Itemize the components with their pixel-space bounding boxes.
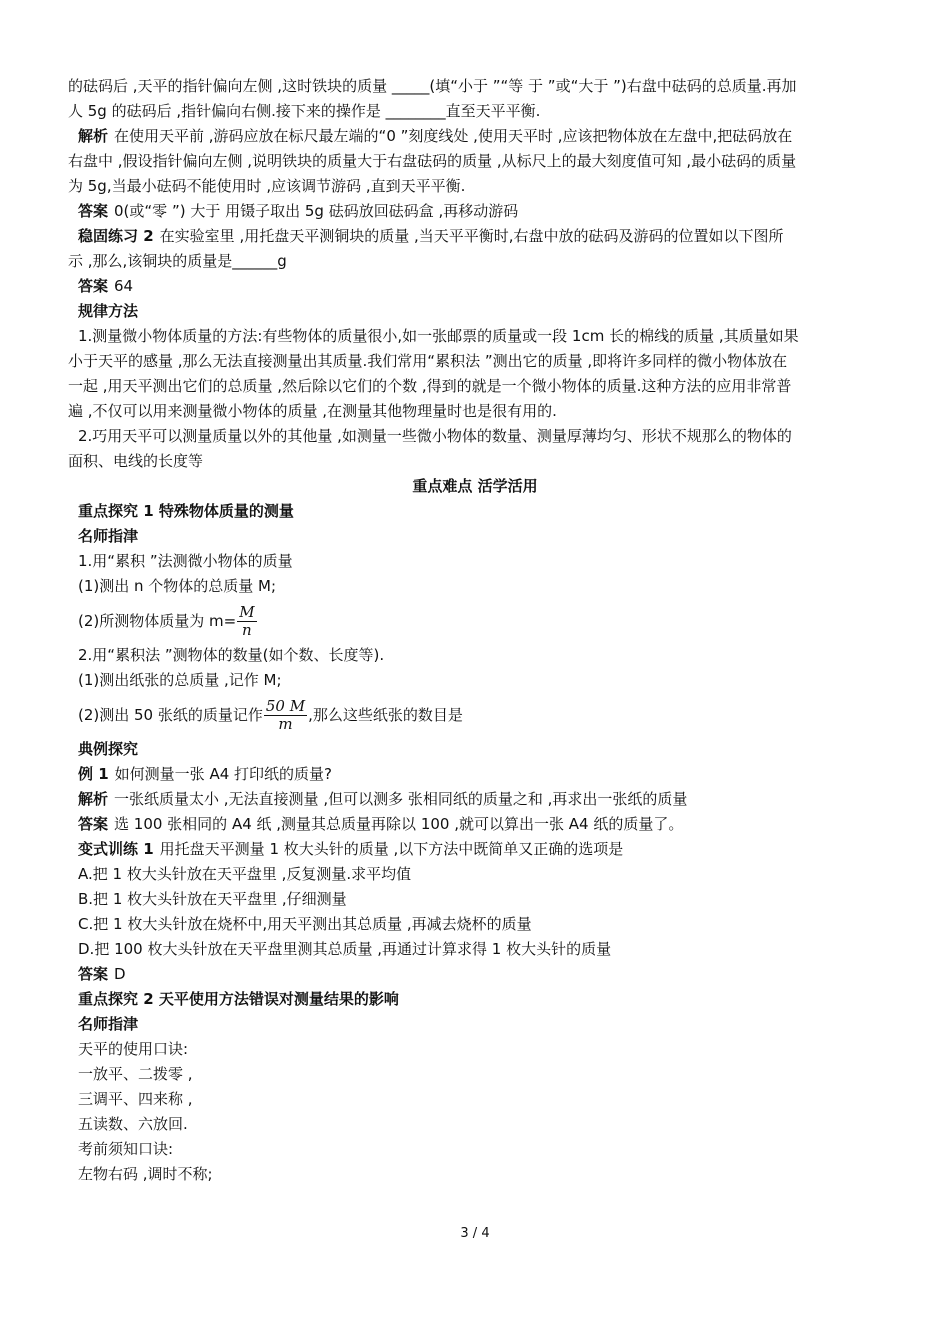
section-heading: 重点难点 活学活用 <box>412 477 538 495</box>
text-line: 左物右码 ,调时不称; <box>78 1165 213 1183</box>
text-line: 小于天平的感量 ,那么无法直接测量出其质量.我们常用“累积法 ”测出它的质量 ,即将许多同样的微小物体放在 <box>68 352 788 370</box>
answer-paragraph <box>68 812 882 837</box>
topic-heading: 重点探究 2 天平使用方法错误对测量结果的影响 <box>78 990 399 1008</box>
analysis-paragraph <box>68 787 882 812</box>
answer-text: 0(或“零 ”) 大于 用镊子取出 5g 砝码放回砝码盒 ,再移动游码 <box>114 202 519 220</box>
fraction <box>264 698 307 733</box>
topic-heading: 重点探究 1 特殊物体质量的测量 <box>78 502 294 520</box>
example-line <box>68 762 882 787</box>
fraction <box>237 604 256 639</box>
answer-text: 64 <box>114 277 134 295</box>
answer-label: 答案 <box>78 815 109 833</box>
text-line: 遍 ,不仅可以用来测量微小物体的质量 ,在测量其他物理量时也是很有用的. <box>68 402 557 420</box>
exercise-text: 用托盘天平测量 1 枚大头针的质量 ,以下方法中既简单又正确的选项是 <box>159 840 624 858</box>
method-heading: 规律方法 <box>78 302 139 320</box>
text-line: 的砝码后 ,天平的指针偏向左侧 ,这时铁块的质量 _____(填“小于 ”“等 于 ”或“大于 ”)右盘中砝码的总质量.再加 <box>68 77 797 95</box>
examples-heading: 典例探究 <box>78 740 139 758</box>
option-c: C.把 1 枚大头针放在烧杯中,用天平测出其总质量 ,再减去烧杯的质量 <box>78 915 532 933</box>
option-a: A.把 1 枚大头针放在天平盘里 ,反复测量.求平均值 <box>78 865 412 883</box>
text-line: 考前须知口诀: <box>78 1140 174 1158</box>
text-line: 1.测量微小物体质量的方法:有些物体的质量很小,如一张邮票的质量或一段 1cm 长的棉线的质量 ,其质量如果 <box>78 327 799 345</box>
text-line: (1)测出纸张的总质量 ,记作 M; <box>78 671 282 689</box>
formula-line <box>68 693 882 737</box>
tips-heading: 名师指津 <box>78 1015 139 1033</box>
fraction-numerator: 50 M <box>265 697 306 715</box>
example-label: 例 1 <box>78 765 109 783</box>
text-line: 一放平、二拨零 , <box>78 1065 193 1083</box>
option-b: B.把 1 枚大头针放在天平盘里 ,仔细测量 <box>78 890 347 908</box>
practice-label: 稳固练习 2 <box>78 227 154 245</box>
answer-label: 答案 <box>78 277 109 295</box>
analysis-label: 解析 <box>78 790 109 808</box>
text-line: 2.用“累积法 ”测物体的数量(如个数、长度等). <box>78 646 385 664</box>
answer-text: 选 100 张相同的 A4 纸 ,测量其总质量再除以 100 ,就可以算出一张 A4 纸的质量了。 <box>114 815 684 833</box>
text-line: 示 ,那么,该铜块的质量是______g <box>68 252 287 270</box>
analysis-text: 一张纸质量太小 ,无法直接测量 ,但可以测多 张相同纸的质量之和 ,再求出一张纸的质量 <box>114 790 688 808</box>
analysis-label: 解析 <box>78 127 109 145</box>
exercise-paragraph <box>68 837 882 862</box>
answer-label: 答案 <box>78 965 109 983</box>
answer-label: 答案 <box>78 202 109 220</box>
text-line: 为 5g,当最小砝码不能使用时 ,应该调节游码 ,直到天平平衡. <box>68 177 466 195</box>
exercise-label: 变式训练 1 <box>78 840 154 858</box>
text-line: 面积、电线的长度等 <box>68 452 204 470</box>
practice-paragraph <box>68 224 882 249</box>
formula-prefix: (2)所测物体质量为 m= <box>78 612 237 630</box>
page-number: 3 / 4 <box>460 1226 490 1241</box>
answer-paragraph <box>68 962 882 987</box>
answer-text: D <box>114 965 126 983</box>
text-line: 1.用“累积 ”法测微小物体的质量 <box>78 552 293 570</box>
analysis-paragraph <box>68 124 882 149</box>
text-line: 右盘中 ,假设指针偏向左侧 ,说明铁块的质量大于右盘砝码的质量 ,从标尺上的最大刻度值可知 ,最小砝码的质量 <box>68 152 797 170</box>
option-d: D.把 100 枚大头针放在天平盘里测其总质量 ,再通过计算求得 1 枚大头针的质量 <box>78 940 612 958</box>
formula-suffix: ,那么这些纸张的数目是 <box>308 706 463 724</box>
answer-paragraph <box>68 274 882 299</box>
analysis-text: 在使用天平前 ,游码应放在标尺最左端的“0 ”刻度线处 ,使用天平时 ,应该把物体放在左盘中,把砝码放在 <box>114 127 793 145</box>
fraction-numerator: M <box>239 603 255 621</box>
text-line: 人 5g 的砝码后 ,指针偏向右侧.接下来的操作是 ________直至天平平衡. <box>68 102 541 120</box>
practice-text: 在实验室里 ,用托盘天平测铜块的质量 ,当天平平衡时,右盘中放的砝码及游码的位置如以下图所 <box>159 227 784 245</box>
text-line: 天平的使用口诀: <box>78 1040 189 1058</box>
text-line: 一起 ,用天平测出它们的总质量 ,然后除以它们的个数 ,得到的就是一个微小物体的质量.这种方法的应用非常普 <box>68 377 792 395</box>
example-text: 如何测量一张 A4 打印纸的质量? <box>114 765 332 783</box>
text-line: (1)测出 n 个物体的总质量 M; <box>78 577 277 595</box>
formula-line <box>68 599 882 643</box>
text-line: 三调平、四来称 , <box>78 1090 193 1108</box>
formula-prefix: (2)测出 50 张纸的质量记作 <box>78 706 263 724</box>
answer-paragraph <box>68 199 882 224</box>
fraction-denominator: n <box>242 621 252 639</box>
document-page <box>68 74 882 1187</box>
text-line: 2.巧用天平可以测量质量以外的其他量 ,如测量一些微小物体的数量、测量厚薄均匀、形状不规那么的物体的 <box>78 427 792 445</box>
fraction-denominator: m <box>278 715 293 733</box>
text-line: 五读数、六放回. <box>78 1115 188 1133</box>
tips-heading: 名师指津 <box>78 527 139 545</box>
